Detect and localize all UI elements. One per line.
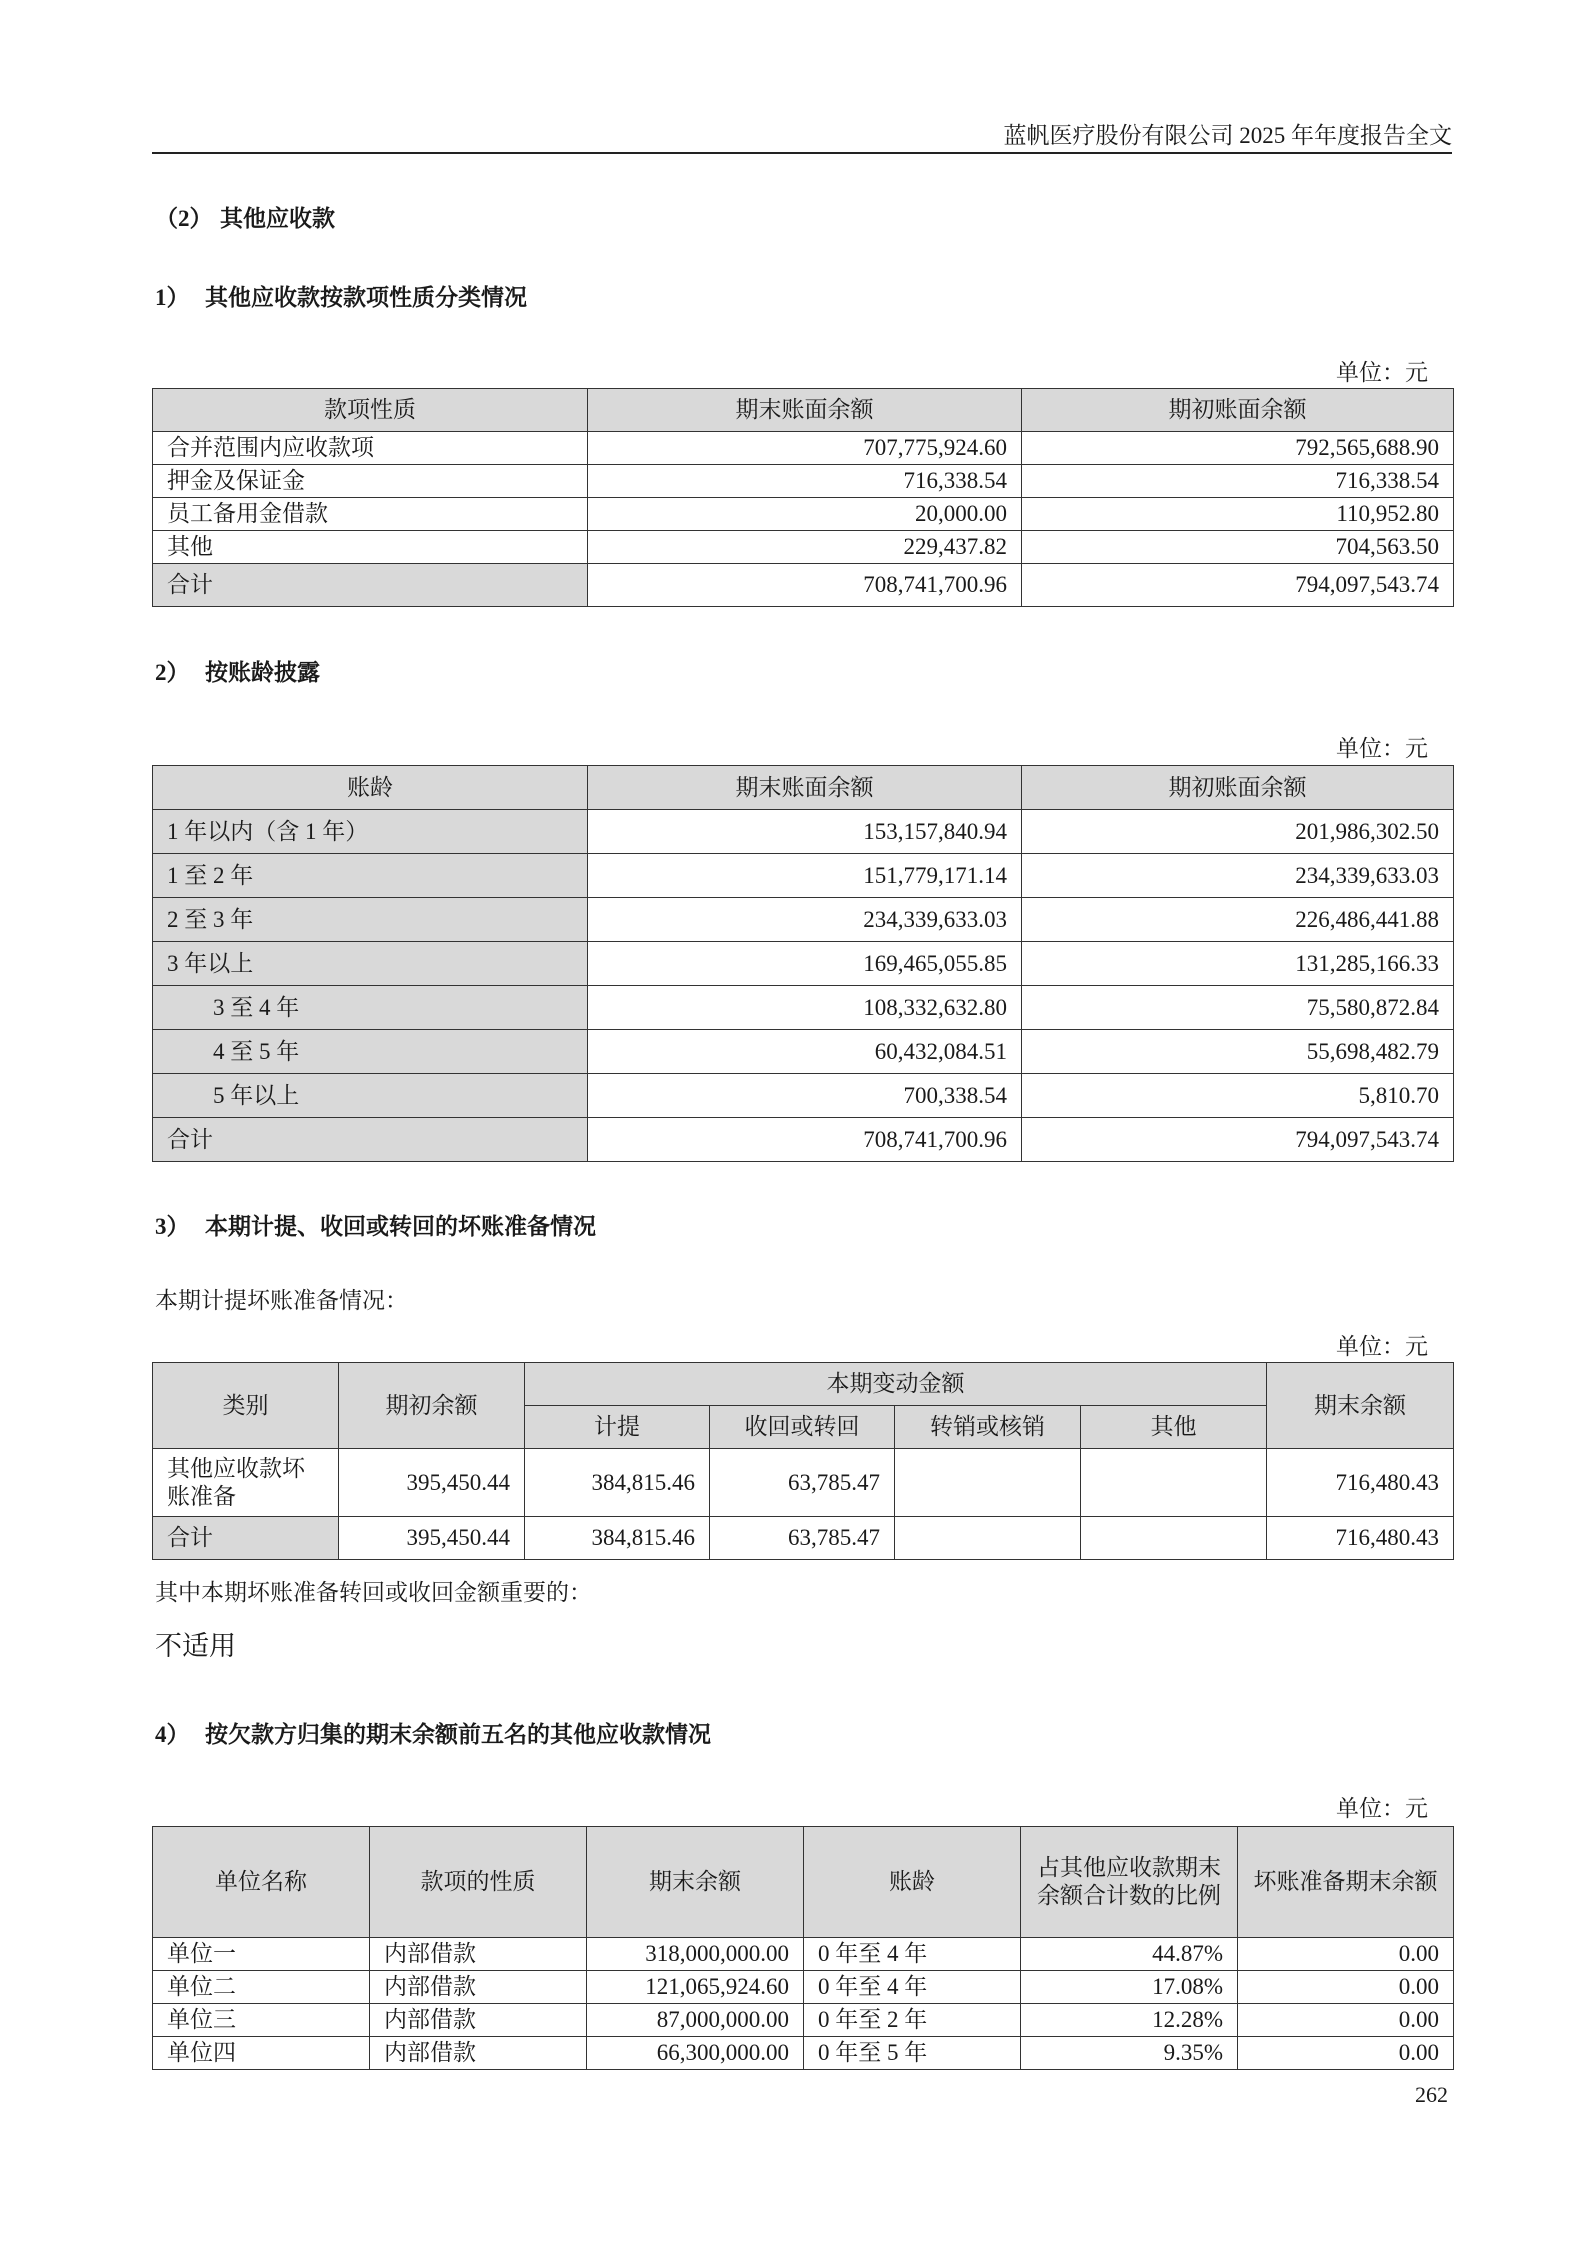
table-header-row — [153, 1363, 1454, 1406]
report-title: 蓝帆医疗股份有限公司 2025 年年度报告全文 — [1003, 123, 1452, 148]
bad-debt-table — [152, 1362, 1454, 1560]
table-row: 1 年以内（含 1 年） 153,157,840.94 201,986,302.50 — [153, 810, 1454, 854]
header-cell: 期末余额 — [587, 1827, 804, 1938]
table-row: 员工备用金借款 20,000.00 110,952.80 — [153, 498, 1454, 531]
table-header-row — [153, 766, 1454, 810]
nature-table — [152, 388, 1454, 607]
header-cell: 期末余额 — [1267, 1363, 1454, 1449]
table-header-row — [153, 1827, 1454, 1938]
header-cell: 单位名称 — [153, 1827, 370, 1938]
header-cell: 期初余额 — [339, 1363, 525, 1449]
table-row: 1 至 2 年 151,779,171.14 234,339,633.03 — [153, 854, 1454, 898]
header-cell: 款项的性质 — [370, 1827, 587, 1938]
table-row: 5 年以上 700,338.54 5,810.70 — [153, 1074, 1454, 1118]
table-header-row — [153, 389, 1454, 432]
table-row: 单位三 内部借款 87,000,000.00 0 年至 2 年 12.28% 0.00 — [153, 2004, 1454, 2037]
header-cell: 计提 — [525, 1406, 710, 1449]
header-cell: 本期变动金额 — [525, 1363, 1267, 1406]
s4-heading: 4） 按欠款方归集的期末余额前五名的其他应收款情况 — [155, 1722, 711, 1747]
header-cell: 转销或核销 — [895, 1406, 1081, 1449]
header-cell: 占其他应收款期末余额合计数的比例 — [1021, 1827, 1238, 1938]
total-row: 合计 708,741,700.96 794,097,543.74 — [153, 564, 1454, 607]
table-row: 单位四 内部借款 66,300,000.00 0 年至 5 年 9.35% 0.00 — [153, 2037, 1454, 2070]
header-cell: 期初账面余额 — [1022, 766, 1454, 810]
header-cell: 期末账面余额 — [588, 766, 1022, 810]
s2-unit: 单位：元 — [1336, 736, 1428, 761]
page-header — [152, 110, 1452, 154]
page-number: 262 — [1415, 2082, 1448, 2107]
table-row: 2 至 3 年 234,339,633.03 226,486,441.88 — [153, 898, 1454, 942]
table-row: 其他 229,437.82 704,563.50 — [153, 531, 1454, 564]
s1-heading: 1） 其他应收款按款项性质分类情况 — [155, 285, 527, 310]
table-row: 合并范围内应收款项 707,775,924.60 792,565,688.90 — [153, 432, 1454, 465]
header-cell: 账龄 — [153, 766, 588, 810]
header-cell: 坏账准备期末余额 — [1238, 1827, 1454, 1938]
header-cell: 期初账面余额 — [1022, 389, 1454, 432]
s3-unit: 单位：元 — [1336, 1334, 1428, 1359]
header-cell: 其他 — [1081, 1406, 1267, 1449]
header-cell: 账龄 — [804, 1827, 1021, 1938]
s3-heading: 3） 本期计提、收回或转回的坏账准备情况 — [155, 1214, 596, 1239]
table-row: 押金及保证金 716,338.54 716,338.54 — [153, 465, 1454, 498]
s3-note: 其中本期坏账准备转回或收回金额重要的： — [155, 1580, 592, 1605]
s4-unit: 单位：元 — [1336, 1796, 1428, 1821]
header-cell: 款项性质 — [153, 389, 588, 432]
total-row: 合计 708,741,700.96 794,097,543.74 — [153, 1118, 1454, 1162]
table-row: 3 至 4 年 108,332,632.80 75,580,872.84 — [153, 986, 1454, 1030]
table-row: 3 年以上 169,465,055.85 131,285,166.33 — [153, 942, 1454, 986]
top-debtors-table — [152, 1826, 1454, 2070]
table-row: 单位一 内部借款 318,000,000.00 0 年至 4 年 44.87% 0.00 — [153, 1938, 1454, 1971]
section-heading: （2） 其他应收款 — [155, 206, 335, 231]
s3-intro: 本期计提坏账准备情况： — [155, 1288, 408, 1313]
header-cell: 类别 — [153, 1363, 339, 1449]
table-row: 4 至 5 年 60,432,084.51 55,698,482.79 — [153, 1030, 1454, 1074]
table-row: 其他应收款坏账准备 395,450.44 384,815.46 63,785.47 716,480.43 — [153, 1449, 1454, 1517]
s2-heading: 2） 按账龄披露 — [155, 660, 320, 685]
s3-na: 不适用 — [155, 1631, 236, 1661]
total-row: 合计 395,450.44 384,815.46 63,785.47 716,480.43 — [153, 1517, 1454, 1560]
table-row: 单位二 内部借款 121,065,924.60 0 年至 4 年 17.08% 0.00 — [153, 1971, 1454, 2004]
aging-table — [152, 765, 1454, 1162]
s1-unit: 单位：元 — [1336, 360, 1428, 385]
header-cell: 收回或转回 — [710, 1406, 895, 1449]
header-cell: 期末账面余额 — [588, 389, 1022, 432]
